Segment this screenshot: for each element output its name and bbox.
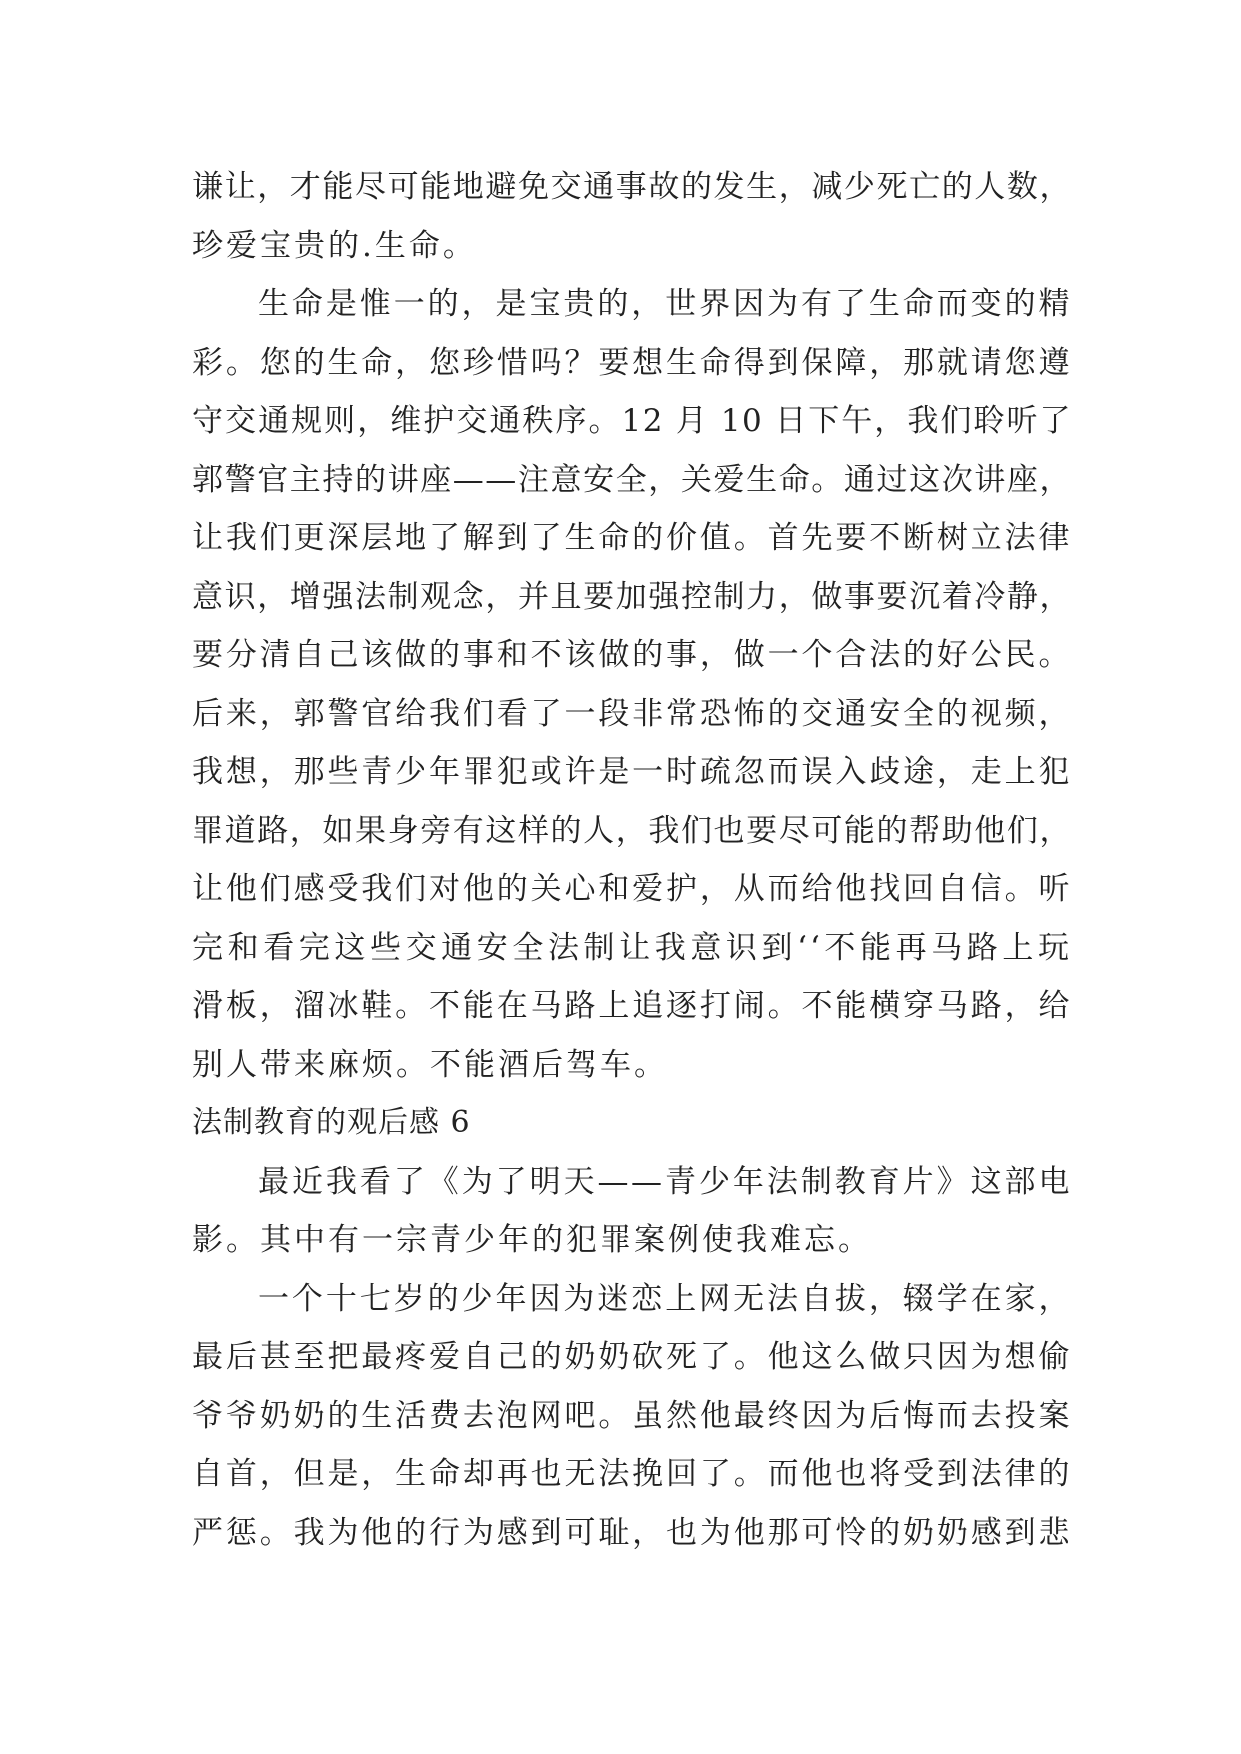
text-line: 别人带来麻烦。不能酒后驾车。	[192, 1046, 668, 1083]
text-line: 彩。您的生命，您珍惜吗？要想生命得到保障，那就请您遵	[192, 344, 1072, 381]
text-line: 守交通规则，维护交通秩序。12 月 10 日下午，我们聆听了	[192, 403, 1072, 439]
text-line: 最近我看了《为了明天——青少年法制教育片》这部电	[258, 1163, 1072, 1200]
text-line: 滑板，溜冰鞋。不能在马路上追逐打闹。不能横穿马路，给	[192, 988, 1072, 1024]
text-line: 严惩。我为他的行为感到可耻，也为他那可怜的奶奶感到悲	[192, 1514, 1072, 1551]
text-line: 郭警官主持的讲座——注意安全，关爱生命。通过这次讲座，	[192, 461, 1072, 498]
text-line: 意识，增强法制观念，并且要加强控制力，做事要沉着冷静，	[192, 578, 1072, 615]
text-line: 一个十七岁的少年因为迷恋上网无法自拔，辍学在家，	[258, 1280, 1072, 1317]
section-heading: 法制教育的观后感 6	[192, 1105, 471, 1140]
text-line: 爷爷奶奶的生活费去泡网吧。虽然他最终因为后悔而去投案	[192, 1397, 1072, 1434]
text-line: 生命是惟一的，是宝贵的，世界因为有了生命而变的精	[258, 286, 1072, 322]
text-line: 自首，但是，生命却再也无法挽回了。而他也将受到法律的	[192, 1456, 1072, 1492]
text-line: 谦让，才能尽可能地避免交通事故的发生，减少死亡的人数，	[192, 169, 1072, 205]
text-line: 罪道路，如果身旁有这样的人，我们也要尽可能的帮助他们，	[192, 812, 1072, 849]
document-body	[192, 158, 1072, 1562]
text-line: 影。其中有一宗青少年的犯罪案例使我难忘。	[192, 1222, 872, 1258]
text-line: 要分清自己该做的事和不该做的事，做一个合法的好公民。	[192, 637, 1072, 673]
text-line: 让我们更深层地了解到了生命的价值。首先要不断树立法律	[192, 520, 1072, 556]
text-line: 后来，郭警官给我们看了一段非常恐怖的交通安全的视频，	[192, 695, 1072, 732]
text-line: 完和看完这些交通安全法制让我意识到‘‘不能再马路上玩	[192, 929, 1072, 966]
text-line: 珍爱宝贵的.生命。	[192, 227, 477, 264]
text-line: 最后甚至把最疼爱自己的奶奶砍死了。他这么做只因为想偷	[192, 1339, 1072, 1375]
text-line: 我想，那些青少年罪犯或许是一时疏忽而误入歧途，走上犯	[192, 754, 1072, 790]
text-line: 让他们感受我们对他的关心和爱护，从而给他找回自信。听	[192, 871, 1072, 907]
